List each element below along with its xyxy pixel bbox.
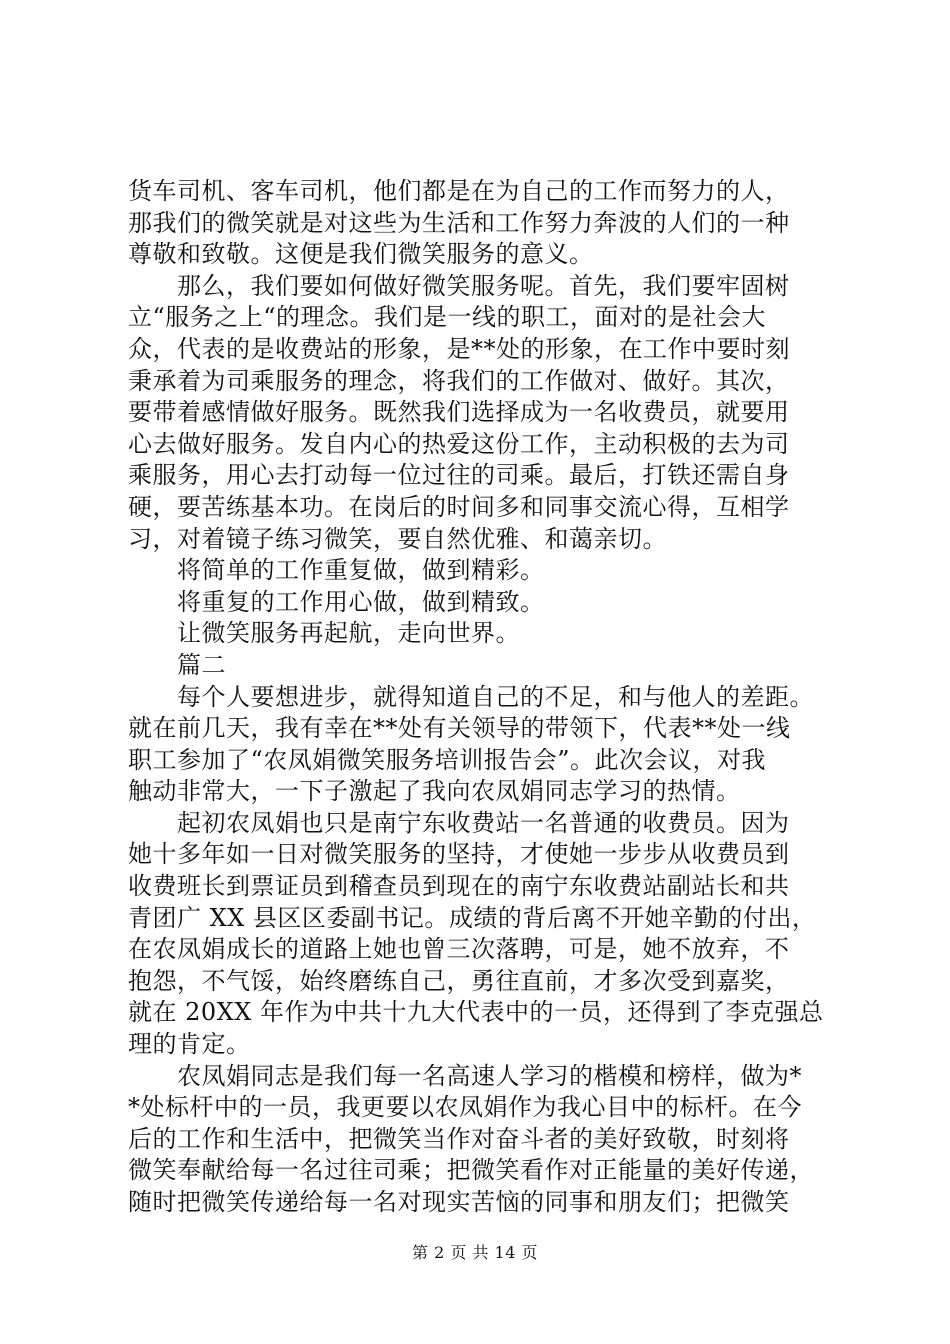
text-line: 篇二 bbox=[128, 650, 226, 679]
text-line: 习，对着镜子练习微笑，要自然优雅、和蔼亲切。 bbox=[128, 524, 667, 553]
text-line: 她十多年如一日对微笑服务的坚持，才使她一步步从收费员到 bbox=[128, 840, 790, 869]
text-line: 收费班长到票证员到稽查员到现在的南宁东收费站副站长和共 bbox=[128, 872, 790, 901]
text-line: 抱怨，不气馁，始终磨练自己，勇往直前，才多次受到嘉奖， bbox=[128, 966, 790, 995]
text-line: 那么，我们要如何做好微笑服务呢。首先，我们要牢固树 bbox=[128, 271, 790, 300]
body-text bbox=[128, 176, 828, 1219]
text-line: 后的工作和生活中，把微笑当作对奋斗者的美好致敬，时刻将 bbox=[128, 1124, 790, 1153]
text-line: 秉承着为司乘服务的理念，将我们的工作做对、做好。其次， bbox=[128, 366, 790, 395]
text-line: 就在前几天，我有幸在**处有关领导的带领下，代表**处一线 bbox=[128, 714, 791, 743]
page-footer: 第 2 页 共 14 页 bbox=[412, 1243, 538, 1262]
text-line: 就在 20XX 年作为中共十九大代表中的一员，还得到了李克强总 bbox=[128, 998, 824, 1027]
text-line: 每个人要想进步，就得知道自己的不足，和与他人的差距。 bbox=[128, 682, 814, 711]
text-line: 青团广 XX 县区区委副书记。成绩的背后离不开她辛勤的付出， bbox=[128, 903, 817, 932]
text-line: 心去做好服务。发自内心的热爱这份工作，主动积极的去为司 bbox=[128, 429, 790, 458]
text-line: 触动非常大，一下子激起了我向农凤娟同志学习的热情。 bbox=[128, 777, 741, 806]
text-line: 众，代表的是收费站的形象，是**处的形象，在工作中要时刻 bbox=[128, 334, 790, 363]
text-line: 将简单的工作重复做，做到精彩。 bbox=[128, 556, 545, 585]
text-line: 硬，要苦练基本功。在岗后的时间多和同事交流心得，互相学 bbox=[128, 492, 790, 521]
text-line: 随时把微笑传递给每一名对现实苦恼的同事和朋友们；把微笑 bbox=[128, 1188, 790, 1216]
text-line: 微笑奉献给每一名过往司乘；把微笑看作对正能量的美好传递， bbox=[128, 1156, 814, 1185]
text-line: 尊敬和致敬。这便是我们微笑服务的意义。 bbox=[128, 240, 594, 269]
text-line: *处标杆中的一员，我更要以农凤娟作为我心目中的标杆。在今 bbox=[128, 1093, 802, 1122]
text-line: 农凤娟同志是我们每一名高速人学习的楷模和榜样，做为* bbox=[128, 1061, 802, 1090]
text-line: 乘服务，用心去打动每一位过往的司乘。最后，打铁还需自身 bbox=[128, 461, 790, 490]
text-line: 职工参加了“农凤娟微笑服务培训报告会”。此次会议，对我 bbox=[128, 745, 767, 774]
text-line: 立“服务之上“的理念。我们是一线的职工，面对的是社会大 bbox=[128, 303, 767, 332]
text-line: 那我们的微笑就是对这些为生活和工作努力奔波的人们的一种 bbox=[128, 208, 790, 237]
text-line: 货车司机、客车司机，他们都是在为自己的工作而努力的人， bbox=[128, 177, 790, 205]
text-line: 起初农凤娟也只是南宁东收费站一名普通的收费员。因为 bbox=[128, 808, 790, 837]
text-line: 在农凤娟成长的道路上她也曾三次落聘，可是，她不放弃，不 bbox=[128, 935, 790, 964]
text-line: 将重复的工作用心做，做到精致。 bbox=[128, 587, 545, 616]
text-line: 让微笑服务再起航，走向世界。 bbox=[128, 619, 520, 648]
text-line: 要带着感情做好服务。既然我们选择成为一名收费员，就要用 bbox=[128, 398, 790, 427]
text-line: 理的肯定。 bbox=[128, 1030, 251, 1059]
